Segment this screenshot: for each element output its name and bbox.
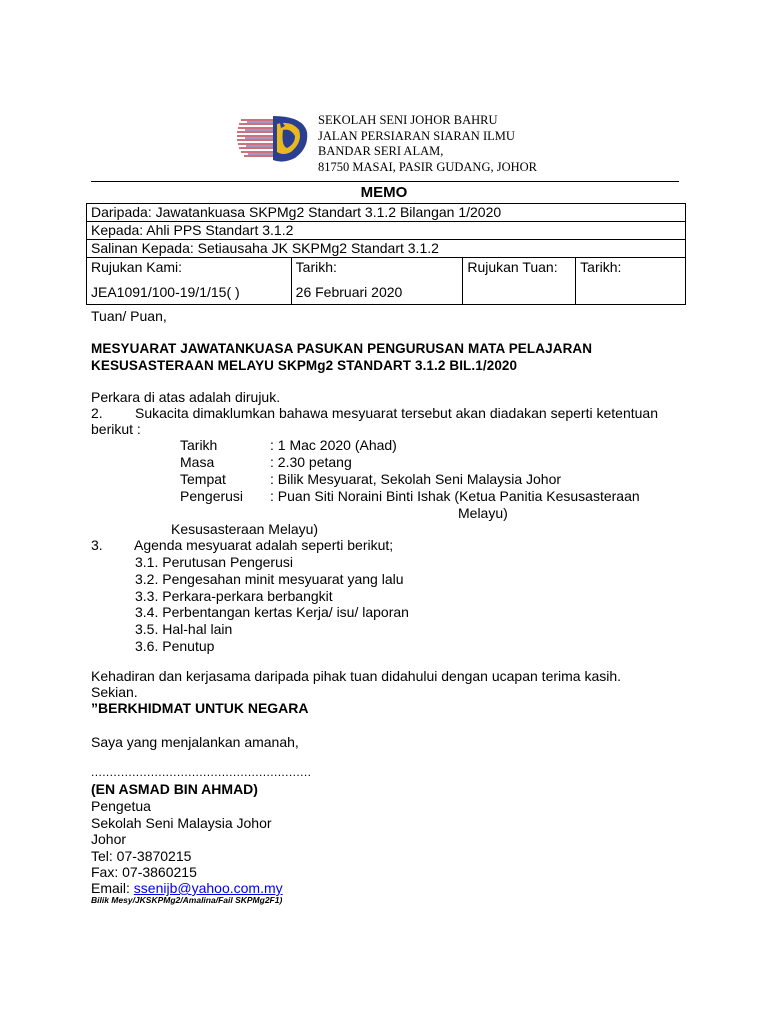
signer-school: Sekolah Seni Malaysia Johor — [91, 815, 272, 831]
header-divider — [91, 181, 679, 182]
salutation: Tuan/ Puan, — [91, 308, 167, 324]
signer-fax: Fax: 07-3860215 — [91, 864, 197, 880]
address-line: JALAN PERSIARAN SIARAN ILMU — [318, 128, 515, 143]
our-reference-value: JEA1091/100-19/1/15( ) — [91, 284, 240, 300]
agenda-list — [135, 554, 409, 655]
date2-label: Tarikh: — [580, 259, 622, 275]
detail-value: : 1 Mac 2020 (Ahad) — [270, 437, 397, 453]
to-cell: Kepada: Ahli PPS Standart 3.1.2 — [87, 222, 686, 240]
signer-name: (EN ASMAD BIN AHMAD) — [91, 781, 258, 797]
agenda-number: 3. — [91, 537, 103, 553]
meeting-details — [180, 437, 640, 505]
date2-cell — [576, 258, 686, 305]
email-label: Email: — [91, 880, 134, 896]
signer-tel: Tel: 07-3870215 — [91, 848, 192, 864]
agenda-heading-text: Agenda mesyuarat adalah seperti berikut; — [134, 537, 394, 553]
agenda-item: 3.3. Perkara-perkara berbangkit — [135, 587, 333, 604]
your-reference-cell — [463, 258, 576, 305]
subject-line: KESUSASTERAAN MELAYU SKPMg2 STANDART 3.1.2 BIL.1/2020 — [91, 358, 518, 373]
detail-row — [180, 488, 640, 505]
our-reference-label: Rujukan Kami: — [91, 259, 183, 275]
paragraph-2-line: Sukacita dimaklumkan bahawa mesyuarat tersebut akan diadakan seperti ketentuan — [135, 405, 658, 421]
memo-subject — [91, 340, 592, 374]
copy-to-cell: Salinan Kepada: Setiausaha JK SKPMg2 Standart 3.1.2 — [87, 240, 686, 258]
school-address — [318, 113, 537, 175]
agenda-item: 3.4. Perbentangan kertas Kerja/ isu/ laporan — [135, 604, 409, 621]
detail-value: : Bilik Mesyuarat, Sekolah Seni Malaysia Johor — [270, 471, 562, 487]
detail-row — [180, 454, 640, 471]
agenda-item: 3.5. Hal-hal lain — [135, 621, 233, 638]
detail-label: Tempat — [180, 471, 226, 487]
agenda-heading — [91, 537, 393, 554]
date-cell — [291, 258, 463, 305]
file-reference-footnote: Bilik Mesy/JKSKPMg2/Amalina/Fail SKPMg2F1) — [91, 895, 283, 905]
detail-continuation: Kesusasteraan Melayu) — [171, 521, 319, 537]
amanah-text: Saya yang menjalankan amanah, — [91, 734, 299, 750]
signer-title: Pengetua — [91, 798, 151, 814]
closing-text: Kehadiran dan kerjasama daripada pihak tuan didahului dengan ucapan terima kasih. — [91, 668, 622, 684]
detail-label: Tarikh — [180, 437, 218, 453]
signer-state: Johor — [91, 831, 127, 847]
detail-row — [180, 437, 640, 454]
paragraph-2-line: berikut : — [91, 421, 141, 437]
paragraph-1: Perkara di atas adalah dirujuk. — [91, 389, 281, 405]
agenda-item: 3.6. Penutup — [135, 637, 215, 654]
paragraph-2-number: 2. — [91, 405, 103, 421]
signature-line: ........................................................... — [91, 765, 312, 779]
address-line: BANDAR SERI ALAM, — [318, 144, 444, 158]
detail-value: : Puan Siti Noraini Binti Ishak (Ketua Panitia Kesusasteraan — [270, 488, 640, 504]
agenda-item: 3.2. Pengesahan minit mesyuarat yang lalu — [135, 570, 404, 587]
memo-title: MEMO — [360, 184, 408, 201]
sekian-text: Sekian. — [91, 684, 138, 700]
detail-label: Masa — [180, 454, 215, 470]
subject-line: MESYUARAT JAWATANKUASA PASUKAN PENGURUSAN MATA PELAJARAN — [91, 341, 593, 356]
motto: ”BERKHIDMAT UNTUK NEGARA — [91, 700, 309, 716]
detail-row — [180, 471, 640, 488]
school-name: SEKOLAH SENI JOHOR BAHRU — [318, 113, 498, 127]
detail-value: : 2.30 petang — [270, 454, 352, 470]
detail-label: Pengerusi — [180, 488, 244, 504]
date-label: Tarikh: — [295, 259, 337, 275]
our-reference-cell — [87, 258, 292, 305]
detail-continuation: Melayu) — [458, 505, 508, 521]
school-crest-icon — [233, 112, 311, 164]
agenda-item: 3.1. Perutusan Pengerusi — [135, 554, 293, 570]
memo-info-table — [86, 203, 686, 305]
date-value: 26 Februari 2020 — [295, 284, 403, 300]
email-link[interactable]: ssenijb@yahoo.com.my — [133, 880, 283, 896]
your-reference-label: Rujukan Tuan: — [467, 259, 558, 275]
from-cell: Daripada: Jawatankuasa SKPMg2 Standart 3.1.2 Bilangan 1/2020 — [87, 204, 686, 222]
address-line: 81750 MASAI, PASIR GUDANG, JOHOR — [318, 159, 538, 174]
